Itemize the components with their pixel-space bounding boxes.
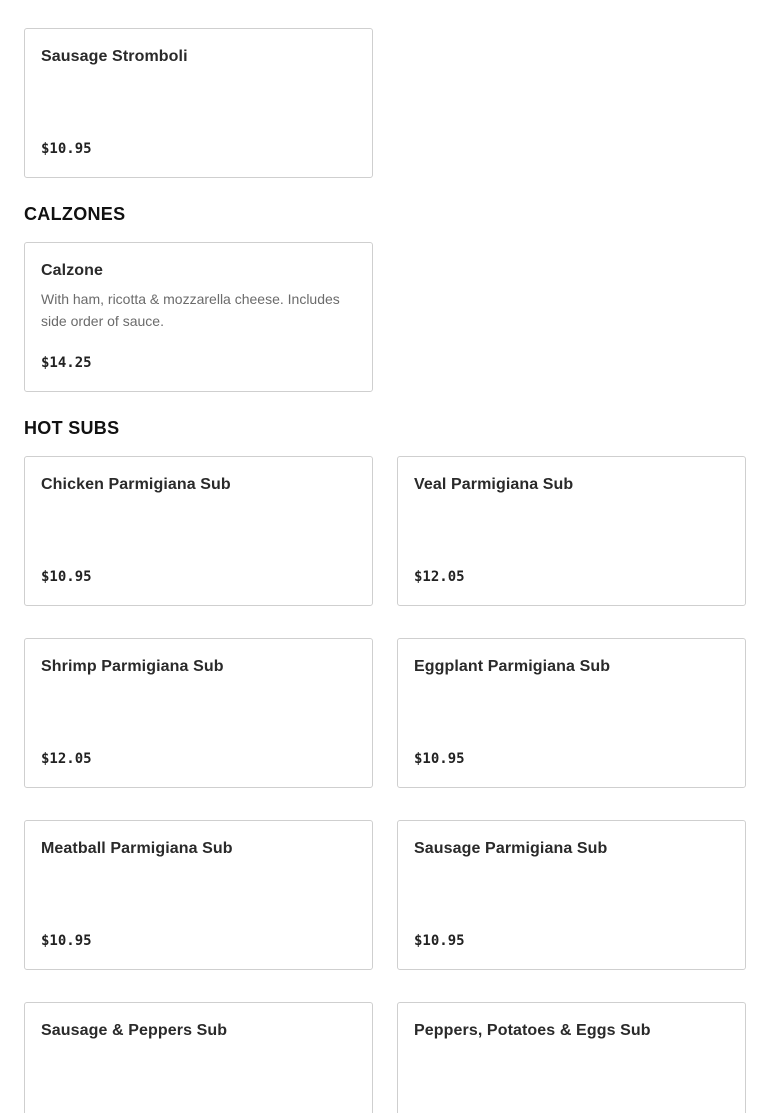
- section-title-calzones: CALZONES: [24, 204, 126, 224]
- menu-item-card[interactable]: [24, 1002, 373, 1113]
- item-name: Eggplant Parmigiana Sub: [414, 658, 611, 675]
- item-price: $10.95: [414, 751, 465, 767]
- item-price: $14.25: [41, 355, 92, 371]
- menu-item-card[interactable]: [24, 242, 373, 392]
- menu-item-card[interactable]: [397, 456, 746, 606]
- item-name: Shrimp Parmigiana Sub: [41, 658, 224, 675]
- item-price: $12.05: [41, 751, 92, 767]
- item-name: Calzone: [41, 262, 104, 279]
- menu-item-card[interactable]: [24, 820, 373, 970]
- item-name: Peppers, Potatoes & Eggs Sub: [414, 1022, 651, 1039]
- item-description: With ham, ricotta & mozzarella cheese. Includes side order of sauce.: [41, 291, 340, 329]
- menu-item-card[interactable]: [397, 1002, 746, 1113]
- item-name: Meatball Parmigiana Sub: [41, 840, 233, 857]
- item-name: Sausage Stromboli: [41, 48, 188, 65]
- item-name: Veal Parmigiana Sub: [414, 476, 574, 493]
- section-title-hot-subs: HOT SUBS: [24, 418, 120, 438]
- item-price: $10.95: [41, 933, 92, 949]
- item-name: Sausage & Peppers Sub: [41, 1022, 228, 1039]
- menu-item-card[interactable]: [397, 638, 746, 788]
- item-price: $10.95: [41, 569, 92, 585]
- item-price: $12.05: [414, 569, 465, 585]
- item-name: Chicken Parmigiana Sub: [41, 476, 231, 493]
- item-price: $10.95: [414, 933, 465, 949]
- item-price: $10.95: [41, 141, 92, 157]
- menu-item-card[interactable]: [397, 820, 746, 970]
- item-name: Sausage Parmigiana Sub: [414, 840, 608, 857]
- menu-item-card[interactable]: [24, 28, 373, 178]
- menu-item-card[interactable]: [24, 456, 373, 606]
- menu-item-card[interactable]: [24, 638, 373, 788]
